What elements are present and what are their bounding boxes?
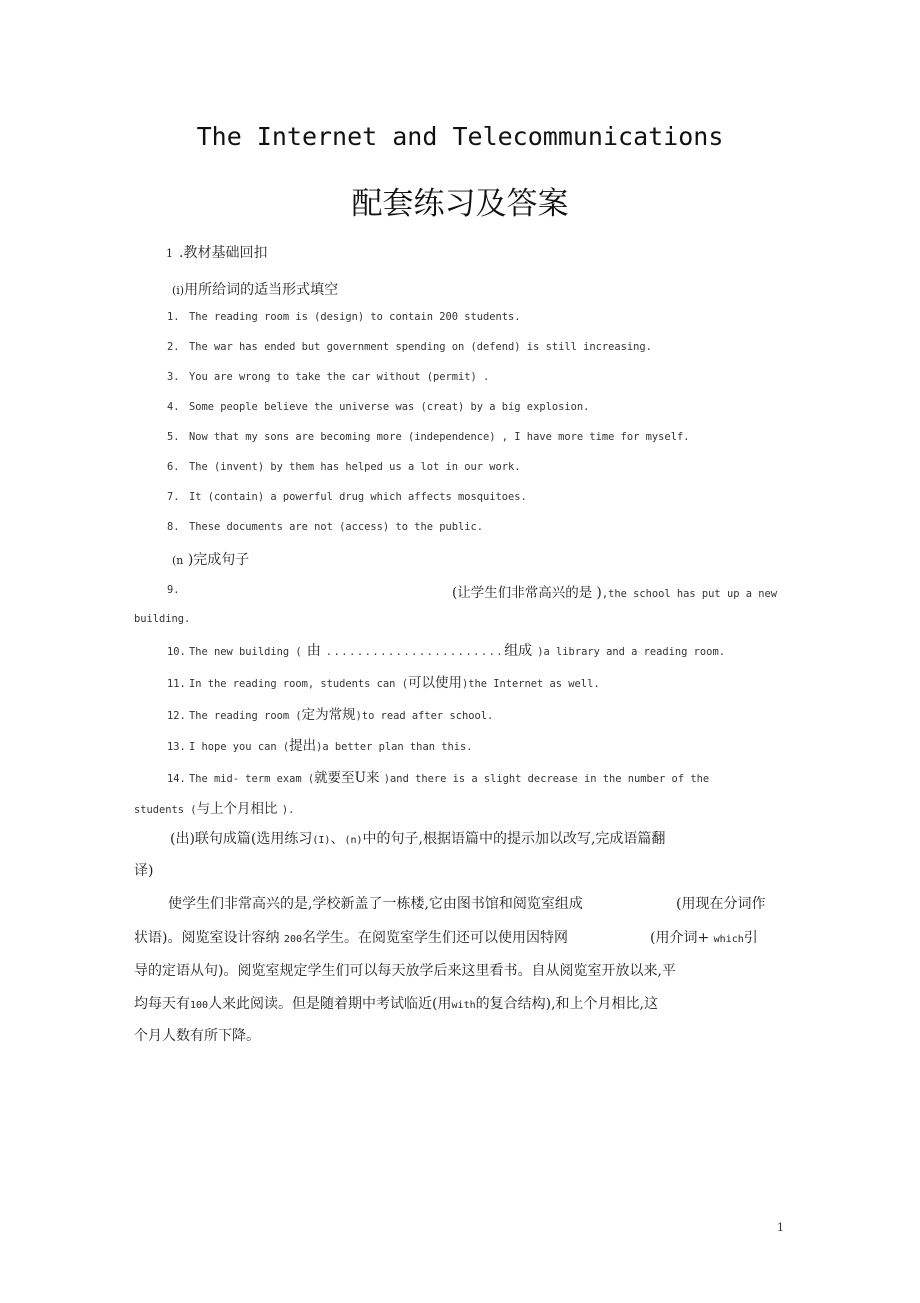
item-number: 1. — [167, 311, 180, 323]
item-text: You are wrong to take the car without (permit) . — [189, 371, 490, 383]
sentence-item-12 — [167, 703, 493, 723]
item-text: students ( — [134, 804, 197, 816]
essay-line-2 — [134, 927, 568, 947]
chinese-prompt: 定为常规 — [301, 707, 356, 723]
chinese-prompt: 组成 — [504, 643, 533, 659]
page-number: 1 — [777, 1221, 784, 1234]
part-three-heading — [170, 828, 665, 848]
sentence-item-13 — [167, 734, 473, 754]
item-text: The reading room is (design) to contain 200 students. — [189, 311, 521, 323]
part-three-ref: (n) — [344, 835, 363, 846]
essay-keyword: with — [451, 1000, 476, 1011]
item-number: 5. — [167, 431, 180, 443]
essay-line-2-hint — [650, 927, 758, 947]
part-one-heading — [172, 279, 338, 299]
exercise-item-5 — [167, 431, 689, 443]
item-text: The new building ( — [189, 646, 302, 658]
chinese-prompt: 就要至U来 — [314, 770, 384, 786]
part-one-marker: (i) — [172, 284, 185, 297]
exercise-item-6 — [167, 461, 521, 473]
sentence-item-10 — [167, 640, 725, 660]
essay-line-1-hint: (用现在分词作 — [676, 896, 766, 912]
part-three-text: 、 — [330, 831, 345, 847]
item-number: 10. — [167, 646, 186, 658]
item-number: 3. — [167, 371, 180, 383]
item-text: ). — [281, 804, 295, 816]
item-text: The mid- term exam ( — [189, 773, 315, 785]
part-three-ref: (I) — [312, 835, 331, 846]
item-text: ,the school has put up a new — [601, 588, 777, 600]
exercise-item-1 — [167, 311, 521, 323]
part-two-label: )完成句子 — [187, 552, 250, 568]
item-text: Some people believe the universe was (creat) by a big explosion. — [189, 401, 590, 413]
chinese-prompt: 提出 — [289, 738, 317, 754]
item-text: Now that my sons are becoming more (independence) , I have more time for myself. — [189, 431, 690, 443]
item-text: The reading room ( — [189, 710, 302, 722]
section-heading — [166, 242, 267, 262]
essay-text: 的复合结构),和上个月相比,这 — [475, 996, 658, 1012]
section-number: 1 — [166, 247, 173, 260]
sentence-item-11 — [167, 671, 600, 691]
item-text: )and there is a slight decrease in the number of the — [383, 773, 710, 785]
item-number: 14. — [167, 773, 186, 785]
essay-line-5: 个月人数有所下降。 — [134, 1028, 260, 1044]
essay-keyword: which — [713, 934, 744, 945]
exercise-item-4 — [167, 401, 589, 413]
item-text: )the Internet as well. — [461, 678, 600, 690]
sentence-item-14-wrap — [134, 797, 294, 817]
essay-text: 状语)。阅览室设计容纳 — [134, 930, 280, 946]
sentence-item-14 — [167, 766, 709, 786]
chinese-prompt: 可以使用 — [407, 675, 462, 691]
part-three-text: 中的句子,根据语篇中的提示加以改写,完成语篇翻 — [362, 831, 666, 847]
item-number: 12. — [167, 710, 186, 722]
essay-number: 200 — [283, 934, 302, 945]
answer-blank: ....................... — [325, 646, 505, 658]
item-text: The war has ended but government spending on (defend) is still increasing. — [189, 341, 652, 353]
item-number: 8. — [167, 521, 180, 533]
item-number: 6. — [167, 461, 180, 473]
essay-text: 使学生们非常高兴的是,学校新盖了一栋楼,它由图书馆和阅览室组成 — [168, 896, 583, 912]
sentence-item-9-number: 9. — [167, 584, 180, 596]
item-number: 13. — [167, 741, 186, 753]
essay-line-3: 导的定语从句)。阅览室规定学生们可以每天放学后来这里看书。自从阅览室开放以来,平 — [134, 963, 676, 979]
essay-text: 名学生。在阅览室学生们还可以使用因特网 — [301, 930, 568, 946]
part-two-marker: (n — [172, 554, 184, 567]
item-text: )to read after school. — [355, 710, 494, 722]
title-english: The Internet and Telecommunications — [196, 122, 724, 151]
part-two-heading — [172, 549, 249, 569]
part-three-text: (出)联句成篇(选用练习 — [170, 831, 313, 847]
item-text: The (invent) by them has helped us a lot in our work. — [189, 461, 521, 473]
item-text: In the reading room, students can ( — [189, 678, 408, 690]
chinese-prompt: 由 — [306, 643, 321, 659]
item-text: These documents are not (access) to the public. — [189, 521, 484, 533]
exercise-item-8 — [167, 521, 483, 533]
sentence-item-9 — [452, 581, 777, 601]
essay-text: 人来此阅读。但是随着期中考试临近(用 — [208, 996, 452, 1012]
item-text: It (contain) a powerful drug which affects mosquitoes. — [189, 491, 527, 503]
part-three-heading-wrap: 译) — [134, 863, 154, 879]
essay-text: 引 — [743, 930, 758, 946]
item-number: 7. — [167, 491, 180, 503]
essay-line-4 — [134, 993, 658, 1013]
chinese-prompt: (让学生们非常高兴的是 ) — [452, 585, 602, 601]
item-text: I hope you can ( — [189, 741, 290, 753]
chinese-prompt: 与上个月相比 — [196, 801, 282, 817]
exercise-item-2 — [167, 341, 652, 353]
exercise-item-7 — [167, 491, 527, 503]
item-number: 4. — [167, 401, 180, 413]
essay-line-1 — [168, 893, 583, 913]
sentence-item-9-wrap: building. — [134, 613, 191, 625]
item-text: )a better plan than this. — [316, 741, 473, 753]
essay-number: 100 — [190, 1000, 209, 1011]
item-text: )a library and a reading room. — [537, 646, 725, 658]
part-one-label: 用所给词的适当形式填空 — [184, 282, 339, 298]
item-number: 2. — [167, 341, 180, 353]
exercise-item-3 — [167, 371, 489, 383]
title-chinese: 配套练习及答案 — [351, 186, 569, 222]
essay-text: (用介词+ — [650, 930, 710, 946]
item-number: 11. — [167, 678, 186, 690]
section-label: .教材基础回扣 — [179, 245, 268, 261]
essay-text: 均每天有 — [134, 996, 190, 1012]
